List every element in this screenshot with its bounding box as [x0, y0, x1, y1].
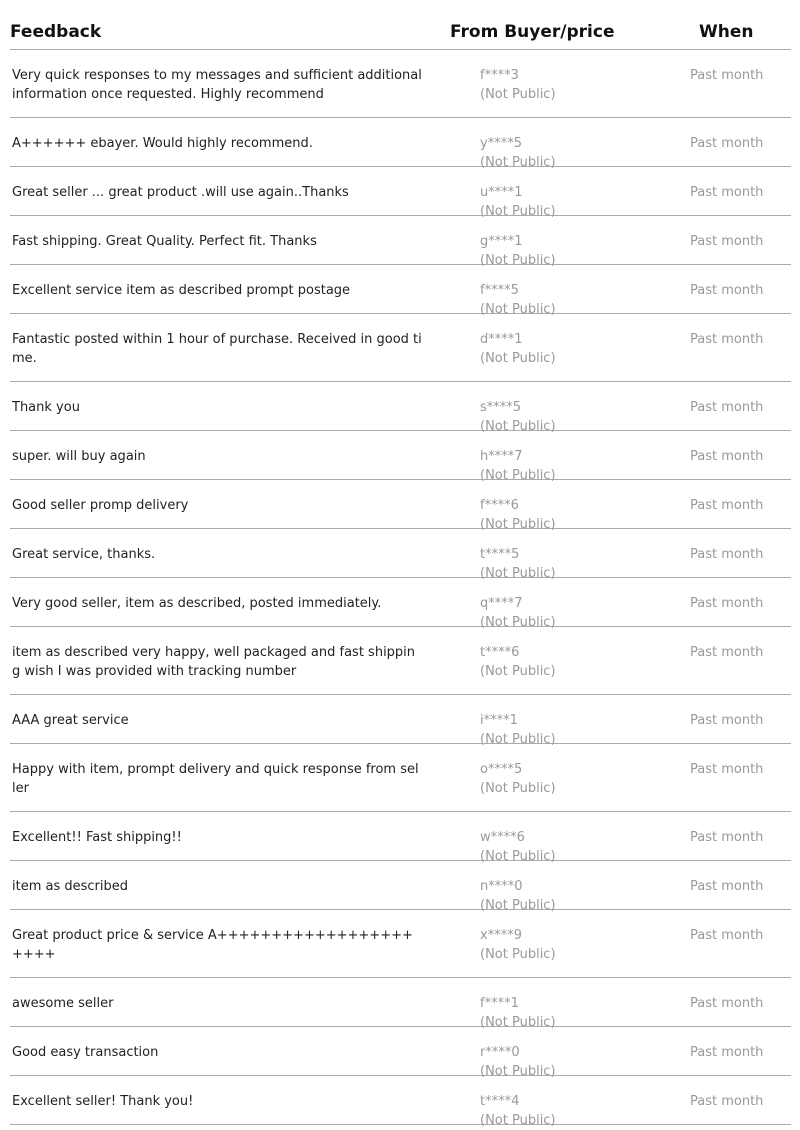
- column-header-buyer-price: From Buyer/price: [450, 22, 615, 42]
- table-row: [10, 1076, 791, 1128]
- price-visibility: (Not Public): [480, 419, 556, 434]
- table-row: [10, 1027, 791, 1079]
- column-header-feedback: Feedback: [10, 22, 102, 42]
- price-visibility: (Not Public): [480, 566, 556, 581]
- feedback-when: Past month: [690, 1045, 764, 1060]
- table-row: [10, 382, 791, 434]
- feedback-comment: Great product price & service A++++++++++++++++++++++: [12, 928, 413, 962]
- buyer-id: n****0: [480, 879, 523, 894]
- buyer-id: w****6: [480, 830, 525, 845]
- feedback-comment: Very good seller, item as described, posted immediately.: [12, 596, 382, 611]
- table-row: [10, 431, 791, 483]
- buyer-id: i****1: [480, 713, 518, 728]
- buyer-id: t****6: [480, 645, 520, 660]
- feedback-when: Past month: [690, 283, 764, 298]
- buyer-id: f****6: [480, 498, 519, 513]
- feedback-when: Past month: [690, 762, 764, 777]
- buyer-id: u****1: [480, 185, 523, 200]
- table-row: [10, 265, 791, 317]
- buyer-id: f****1: [480, 996, 519, 1011]
- feedback-comment: super. will buy again: [12, 449, 146, 464]
- price-visibility: (Not Public): [480, 1064, 556, 1079]
- buyer-id: g****1: [480, 234, 523, 249]
- buyer-id: q****7: [480, 596, 523, 611]
- price-visibility: (Not Public): [480, 849, 556, 864]
- feedback-comment: item as described: [12, 879, 129, 894]
- feedback-when: Past month: [690, 879, 764, 894]
- price-visibility: (Not Public): [480, 781, 556, 796]
- feedback-comment: Excellent seller! Thank you!: [12, 1094, 194, 1109]
- feedback-when: Past month: [690, 1094, 764, 1109]
- table-row: [10, 167, 791, 219]
- feedback-when: Past month: [690, 713, 764, 728]
- feedback-when: Past month: [690, 498, 764, 513]
- buyer-cell: [480, 926, 556, 964]
- feedback-comment: item as described very happy, well packaged and fast shipping wish I was provided with tracking number: [12, 645, 416, 679]
- feedback-comment: awesome seller: [12, 996, 114, 1011]
- buyer-cell: [480, 330, 556, 368]
- table-row: [10, 910, 791, 978]
- buyer-id: t****5: [480, 547, 520, 562]
- price-visibility: (Not Public): [480, 732, 556, 747]
- table-row: [10, 627, 791, 695]
- buyer-id: y****5: [480, 136, 522, 151]
- buyer-cell: [480, 1092, 556, 1130]
- feedback-table: [10, 0, 791, 1128]
- buyer-id: d****1: [480, 332, 523, 347]
- buyer-id: s****5: [480, 400, 522, 415]
- feedback-when: Past month: [690, 332, 764, 347]
- feedback-comment: Fast shipping. Great Quality. Perfect fit. Thanks: [12, 234, 317, 249]
- price-visibility: (Not Public): [480, 253, 556, 268]
- feedback-comment: A++++++ ebayer. Would highly recommend.: [12, 136, 313, 151]
- table-row: [10, 978, 791, 1030]
- table-header: [10, 0, 791, 50]
- feedback-when: Past month: [690, 996, 764, 1011]
- table-row: [10, 216, 791, 268]
- buyer-cell: [480, 760, 556, 798]
- feedback-comment: Excellent service item as described prompt postage: [12, 283, 351, 298]
- price-visibility: (Not Public): [480, 87, 556, 102]
- table-row: [10, 861, 791, 913]
- table-row: [10, 118, 791, 170]
- buyer-id: f****5: [480, 283, 519, 298]
- price-visibility: (Not Public): [480, 1015, 556, 1030]
- feedback-comment: Happy with item, prompt delivery and quick response from seller: [12, 762, 419, 796]
- buyer-id: r****0: [480, 1045, 520, 1060]
- feedback-when: Past month: [690, 449, 764, 464]
- price-visibility: (Not Public): [480, 155, 556, 170]
- table-row: [10, 578, 791, 630]
- price-visibility: (Not Public): [480, 517, 556, 532]
- feedback-comment: Good easy transaction: [12, 1045, 159, 1060]
- table-row: [10, 314, 791, 382]
- feedback-comment: Great seller ... great product .will use again..Thanks: [12, 185, 349, 200]
- table-row: [10, 744, 791, 812]
- table-row: [10, 50, 791, 118]
- feedback-rows: [10, 50, 791, 1128]
- price-visibility: (Not Public): [480, 664, 556, 679]
- feedback-when: Past month: [690, 645, 764, 660]
- price-visibility: (Not Public): [480, 947, 556, 962]
- feedback-comment: Very quick responses to my messages and sufficient additional information once requested. Highly recommend: [12, 68, 422, 102]
- feedback-when: Past month: [690, 136, 764, 151]
- table-row: [10, 812, 791, 864]
- feedback-when: Past month: [690, 830, 764, 845]
- feedback-when: Past month: [690, 596, 764, 611]
- table-row: [10, 480, 791, 532]
- price-visibility: (Not Public): [480, 302, 556, 317]
- buyer-id: h****7: [480, 449, 523, 464]
- feedback-comment: AAA great service: [12, 713, 129, 728]
- buyer-cell: [480, 66, 556, 104]
- buyer-id: x****9: [480, 928, 522, 943]
- price-visibility: (Not Public): [480, 204, 556, 219]
- buyer-id: o****5: [480, 762, 523, 777]
- feedback-comment: Great service, thanks.: [12, 547, 156, 562]
- buyer-id: f****3: [480, 68, 519, 83]
- feedback-when: Past month: [690, 928, 764, 943]
- column-header-when: When: [699, 22, 754, 42]
- price-visibility: (Not Public): [480, 1113, 556, 1128]
- feedback-when: Past month: [690, 68, 764, 83]
- feedback-when: Past month: [690, 547, 764, 562]
- price-visibility: (Not Public): [480, 351, 556, 366]
- feedback-comment: Thank you: [12, 400, 80, 415]
- price-visibility: (Not Public): [480, 468, 556, 483]
- feedback-when: Past month: [690, 185, 764, 200]
- price-visibility: (Not Public): [480, 898, 556, 913]
- price-visibility: (Not Public): [480, 615, 556, 630]
- buyer-cell: [480, 643, 556, 681]
- table-row: [10, 529, 791, 581]
- feedback-comment: Good seller promp delivery: [12, 498, 189, 513]
- table-row: [10, 695, 791, 747]
- buyer-id: t****4: [480, 1094, 520, 1109]
- feedback-comment: Fantastic posted within 1 hour of purchase. Received in good time.: [12, 332, 422, 366]
- feedback-when: Past month: [690, 234, 764, 249]
- feedback-when: Past month: [690, 400, 764, 415]
- feedback-comment: Excellent!! Fast shipping!!: [12, 830, 182, 845]
